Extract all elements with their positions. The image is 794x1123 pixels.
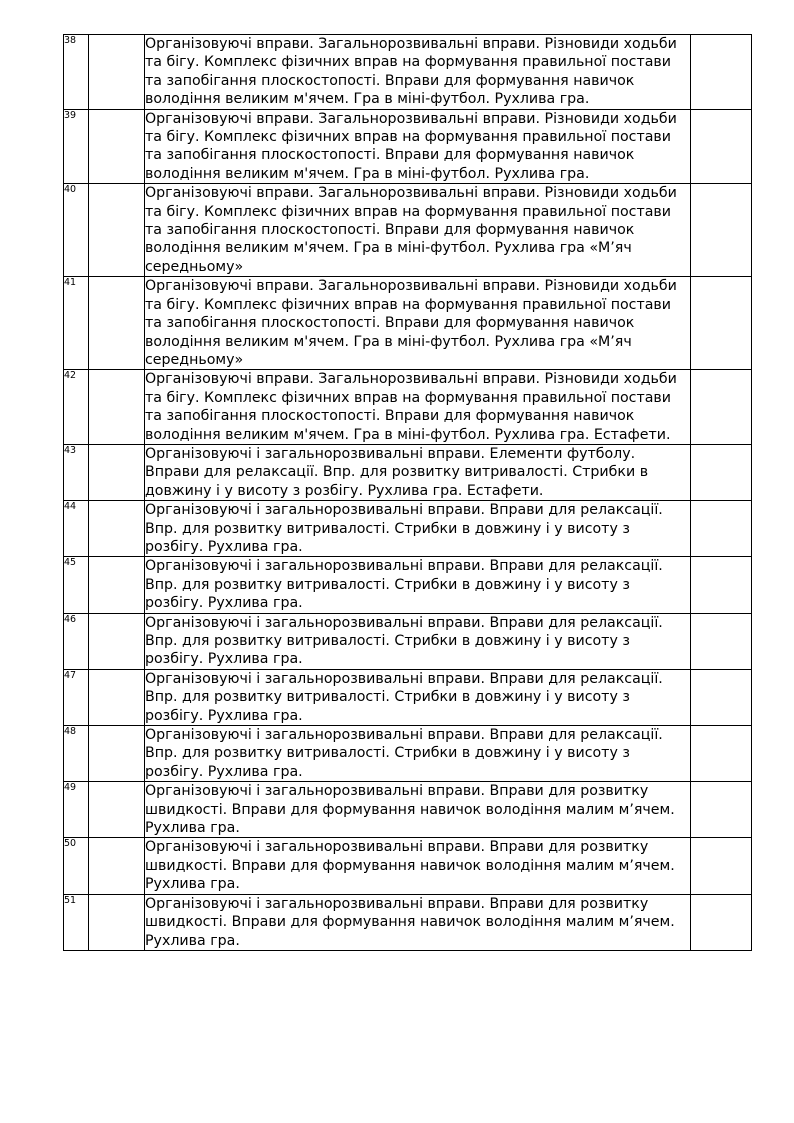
lesson-content-cell: [145, 370, 691, 445]
table-row: [64, 613, 752, 669]
table-row: [64, 669, 752, 725]
empty-right-cell: [691, 894, 752, 950]
lesson-content-cell: [145, 613, 691, 669]
lesson-content-cell: [145, 838, 691, 894]
empty-right-cell: [691, 669, 752, 725]
row-number-cell: 43: [64, 444, 89, 500]
empty-right-cell: [691, 782, 752, 838]
lesson-content-text: Організовуючі і загальнорозвивальні вправи. Вправи для релаксації. Впр. для розвитку витривалості. Стрибки в довжину і у висоту з розбігу. Рухлива гра.: [145, 558, 663, 612]
empty-right-cell: [691, 109, 752, 184]
lesson-content-text: Організовуючі і загальнорозвивальні вправи. Вправи для релаксації. Впр. для розвитку витривалості. Стрибки в довжину і у висоту з розбігу. Рухлива гра.: [145, 727, 663, 780]
lesson-content-text: Організовуючі вправи. Загальнорозвивальні вправи. Різновиди ходьби та бігу. Комплекс фізичних вправ на формування правильної постави та запобігання плоскостопості. Вправи для формування навичок володіння великим м'ячем. Гра в міні-футбол. Рухлива гра «М’яч середньому»: [145, 185, 677, 275]
empty-right-cell: [691, 35, 752, 110]
empty-right-cell: [691, 370, 752, 445]
lesson-content-cell: [145, 782, 691, 838]
table-row: [64, 277, 752, 370]
empty-left-cell: [89, 501, 145, 557]
lesson-content-text: Організовуючі і загальнорозвивальні вправи. Вправи для розвитку швидкості. Вправи для формування навичок володіння малим м’ячем. Рухлива гра.: [145, 839, 675, 893]
empty-left-cell: [89, 894, 145, 950]
table-row: [64, 184, 752, 277]
lesson-content-cell: [145, 109, 691, 184]
empty-left-cell: [89, 184, 145, 277]
lesson-content-cell: [145, 669, 691, 725]
empty-right-cell: [691, 726, 752, 782]
table-row: [64, 109, 752, 184]
lesson-content-text: Організовуючі вправи. Загальнорозвивальні вправи. Різновиди ходьби та бігу. Комплекс фізичних вправ на формування правильної постави та запобігання плоскостопості. Вправи для формування навичок володіння великим м'ячем. Гра в міні-футбол. Рухлива гра «М’яч середньому»: [145, 278, 677, 368]
lesson-content-text: Організовуючі і загальнорозвивальні вправи. Вправи для релаксації. Впр. для розвитку витривалості. Стрибки в довжину і у висоту з розбігу. Рухлива гра.: [145, 614, 663, 668]
empty-left-cell: [89, 838, 145, 894]
empty-right-cell: [691, 838, 752, 894]
lesson-content-text: Організовуючі вправи. Загальнорозвивальні вправи. Різновиди ходьби та бігу. Комплекс фізичних вправ на формування правильної постави та запобігання плоскостопості. Вправи для формування навичок володіння великим м'ячем. Гра в міні-футбол. Рухлива гра.: [145, 36, 677, 108]
empty-left-cell: [89, 35, 145, 110]
lesson-content-cell: [145, 184, 691, 277]
empty-left-cell: [89, 370, 145, 445]
table-body: [64, 35, 752, 951]
empty-right-cell: [691, 277, 752, 370]
table-row: [64, 444, 752, 500]
lesson-content-text: Організовуючі вправи. Загальнорозвивальні вправи. Різновиди ходьби та бігу. Комплекс фізичних вправ на формування правильної постави та запобігання плоскостопості. Вправи для формування навичок володіння великим м'ячем. Гра в міні-футбол. Рухлива гра. Естафети.: [145, 371, 677, 443]
table-row: [64, 501, 752, 557]
empty-left-cell: [89, 669, 145, 725]
table-row: [64, 782, 752, 838]
lesson-content-cell: [145, 894, 691, 950]
lesson-content-cell: [145, 557, 691, 613]
table-row: [64, 894, 752, 950]
table-row: [64, 370, 752, 445]
table-row: [64, 838, 752, 894]
row-number-cell: 48: [64, 726, 89, 782]
empty-left-cell: [89, 613, 145, 669]
row-number-cell: 40: [64, 184, 89, 277]
row-number-cell: 42: [64, 370, 89, 445]
empty-right-cell: [691, 501, 752, 557]
empty-left-cell: [89, 557, 145, 613]
row-number-cell: 46: [64, 613, 89, 669]
row-number-cell: 51: [64, 894, 89, 950]
row-number-cell: 39: [64, 109, 89, 184]
lesson-content-text: Організовуючі вправи. Загальнорозвивальні вправи. Різновиди ходьби та бігу. Комплекс фізичних вправ на формування правильної постави та запобігання плоскостопості. Вправи для формування навичок володіння великим м'ячем. Гра в міні-футбол. Рухлива гра.: [145, 110, 677, 182]
row-number-cell: 38: [64, 35, 89, 110]
lesson-content-text: Організовуючі і загальнорозвивальні вправи. Вправи для релаксації. Впр. для розвитку витривалості. Стрибки в довжину і у висоту з розбігу. Рухлива гра.: [145, 502, 663, 555]
empty-right-cell: [691, 557, 752, 613]
lesson-content-cell: [145, 35, 691, 110]
lesson-content-cell: [145, 277, 691, 370]
lesson-content-text: Організовуючі і загальнорозвивальні вправи. Вправи для релаксації. Впр. для розвитку витривалості. Стрибки в довжину і у висоту з розбігу. Рухлива гра.: [145, 670, 663, 724]
empty-left-cell: [89, 109, 145, 184]
row-number-cell: 44: [64, 501, 89, 557]
empty-left-cell: [89, 782, 145, 838]
empty-left-cell: [89, 444, 145, 500]
row-number-cell: 41: [64, 277, 89, 370]
empty-right-cell: [691, 444, 752, 500]
empty-left-cell: [89, 277, 145, 370]
lesson-content-cell: [145, 501, 691, 557]
row-number-cell: 49: [64, 782, 89, 838]
empty-right-cell: [691, 184, 752, 277]
table-row: [64, 726, 752, 782]
empty-right-cell: [691, 613, 752, 669]
lesson-content-cell: [145, 726, 691, 782]
lesson-plan-table: [63, 34, 752, 951]
row-number-cell: 45: [64, 557, 89, 613]
lesson-content-text: Організовуючі і загальнорозвивальні вправи. Елементи футболу. Вправи для релаксації. Впр. для розвитку витривалості. Стрибки в довжину і у висоту з розбігу. Рухлива гра. Естафети.: [145, 445, 649, 499]
row-number-cell: 50: [64, 838, 89, 894]
table-container: [63, 34, 751, 951]
row-number-cell: 47: [64, 669, 89, 725]
table-row: [64, 557, 752, 613]
lesson-content-cell: [145, 444, 691, 500]
lesson-content-text: Організовуючі і загальнорозвивальні вправи. Вправи для розвитку швидкості. Вправи для формування навичок володіння малим м’ячем. Рухлива гра.: [145, 895, 675, 949]
table-row: [64, 35, 752, 110]
lesson-content-text: Організовуючі і загальнорозвивальні вправи. Вправи для розвитку швидкості. Вправи для формування навичок володіння малим м’ячем. Рухлива гра.: [145, 783, 675, 837]
empty-left-cell: [89, 726, 145, 782]
